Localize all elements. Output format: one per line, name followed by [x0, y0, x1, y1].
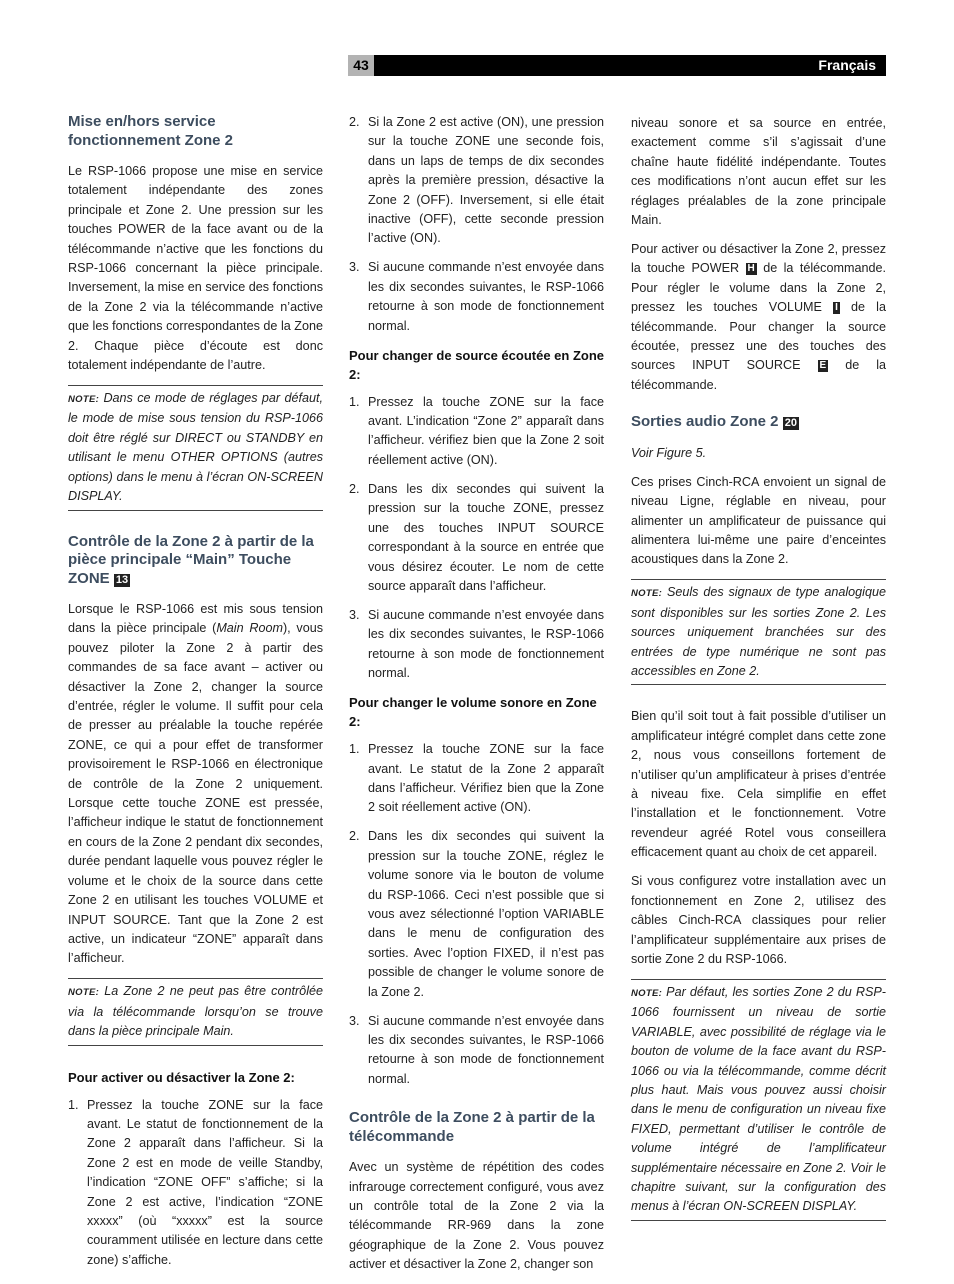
heading-zone2-outputs [631, 413, 886, 432]
heading-zone2-power: Mise en/hors service fonctionnement Zone 2 [68, 113, 233, 149]
paragraph-text-a: Lorsque le RSP-1066 est mis sous tension dans la pièce principale ( [68, 602, 323, 636]
note-label: NOTE: [631, 588, 663, 600]
list-text: Pressez la touche ZONE sur la face avant. Le statut de la Zone 2 apparaît dans l’afficheur. Vérifiez bien que la Zone 2 soit réellement active (ON). [368, 742, 604, 815]
list-text: Pressez la touche ZONE sur la face avant. Le statut de fonctionnement de la Zone 2 apparaît dans l’afficheur. Si la Zone 2 est en mode de veille Standby, l’indication “ZONE OFF” s’affiche; si la Zone 2 est active, l’indication “ZONE xxxxx” (où “xxxxx” est la source couramment utilisée en lecture dans cette zone) s’affiche. [87, 1097, 323, 1267]
list-number: 1. [68, 1097, 79, 1112]
paragraph-text-c: de la télécommande. Pour changer la source écoutée, pressez une des touches des sources INPUT SOURCE [631, 300, 886, 373]
figure-reference: Voir Figure 5. [631, 445, 707, 460]
paragraph-main-room [68, 600, 323, 969]
heading-zone2-remote: Contrôle de la Zone 2 à partir de la télécommande [349, 1109, 595, 1145]
column-right [631, 114, 886, 1243]
note-label: NOTE: [631, 987, 663, 999]
paragraph-outputs: Ces prises Cinch-RCA envoient un signal de niveau Ligne, réglable en niveau, pour alimenter un amplificateur de puissance qui alimentera lui-même une paire d’enceintes acoustiques dans la Zone 2. [631, 474, 886, 567]
list-item [349, 740, 604, 818]
source-key-badge: E [819, 360, 827, 372]
list-number: 2. [349, 829, 360, 844]
note-text: La Zone 2 ne peut pas être contrôlée via la télécommande lorsqu’on se trouve dans la pièce principale Main. [68, 984, 323, 1039]
list-number: 3. [349, 1013, 360, 1028]
note-remote-main [68, 978, 323, 1045]
list-text: Si la Zone 2 est active (ON), une pression sur la touche ZONE une seconde fois, dans un laps de temps de dix secondes après la première pression, désactive la Zone 2 (OFF). Inversement, si elle était inactive (OFF), cette seconde pression l’active (ON). [368, 115, 604, 246]
language-label: Français [818, 57, 876, 73]
note-text: Par défaut, les sorties Zone 2 du RSP-1066 fournissent un niveau de sortie VARIABLE, avec possibilité de réglage via le bouton de volume de la face avant du RSP-1066 ou via la télécommande, comme décrit plus haut. Mais vous pouvez aussi choisir dans le menu de configuration un niveau fixe FIXED, permettant d’utiliser le contrôle de volume intégré de l’amplificateur supplémentaire nécessaire en Zone 2. Voir le chapitre suivant, sur la configuration des menus à l’écran ON-SCREEN DISPLAY. [631, 984, 886, 1214]
volume-key-badge: I [835, 302, 838, 314]
power-key-badge: H [747, 263, 755, 275]
list-text: Si aucune commande n’est envoyée dans les dix secondes suivantes, le RSP-1066 retourne à son mode de fonctionnement normal. [368, 260, 604, 333]
column-middle [349, 113, 604, 1284]
column-left [68, 113, 323, 1280]
list-item [349, 480, 604, 596]
list-text: Dans les dix secondes qui suivent la pression sur la touche ZONE, réglez le volume sonore via le bouton de volume du RSP-1066. Ceci n’est possible que si vous avez sélectionné l’option VARIABLE dans le menu de configuration des sorties. Avec l’option FIXED, il n’est pas possible de changer le volume sonore de la Zone 2. [368, 829, 604, 999]
list-item [349, 113, 604, 249]
outputs-badge: 20 [784, 417, 797, 430]
heading-zone2-main-room [68, 533, 323, 589]
paragraph-text-d: de la télécommande. [631, 358, 887, 392]
list-text: Si aucune commande n’est envoyée dans les dix secondes suivantes, le RSP-1066 retourne à son mode de fonctionnement normal. [368, 607, 604, 681]
list-item [68, 1096, 323, 1271]
list-item [349, 258, 604, 336]
subheading-change-volume: Pour changer le volume sonore en Zone 2: [349, 695, 597, 730]
subheading-activate-zone2: Pour activer ou désactiver la Zone 2: [68, 1069, 295, 1085]
list-item [349, 606, 604, 684]
note-power-default [68, 385, 323, 510]
paragraph-remote-keys [631, 240, 886, 395]
list-number: 1. [349, 394, 360, 409]
list-number: 1. [349, 742, 360, 757]
page-number: 43 [348, 55, 374, 76]
note-analog-only [631, 579, 886, 685]
note-label: NOTE: [68, 987, 100, 999]
paragraph-text-b: de la télécommande. Pour régler le volume dans la Zone 2, pressez les touches VOLUME [631, 261, 886, 315]
paragraph-italic: Main Room [216, 621, 283, 636]
list-activate-steps [68, 1096, 323, 1271]
paragraph-remote-intro: Avec un système de répétition des codes infrarouge correctement configuré, vous avez un contrôle total de la Zone 2 via la télécommande RR-969 dans la zone géographique de la Zone 2. Vous pouvez activer et désactiver la Zone 2, changer son [349, 1160, 604, 1272]
list-item [349, 393, 604, 471]
list-activate-steps-cont [349, 113, 604, 336]
paragraph-remote-cont: niveau sonore et sa source en entrée, exactement comme s’il s’agissait d’une chaîne haute fidélité indépendante. Toutes ces modifications n’ont aucun effet sur les réglages préalables de la zone principale Main. [631, 116, 886, 228]
note-variable-output [631, 979, 886, 1221]
heading-text: Contrôle de la Zone 2 à partir de la pièce principale “Main” Touche ZONE [68, 532, 314, 587]
list-item [349, 827, 604, 1002]
list-source-steps [349, 393, 604, 684]
list-number: 2. [349, 115, 360, 129]
paragraph-power-intro: Le RSP-1066 propose une mise en service totalement indépendante des zones principale et Zone 2. Une pression sur les touches POWER de la face avant ou de la télécommande n’active que les fonctions du RSP-1066 concernant la pièce principale. Inversement, la mise en service des fonctions de la Zone 2 via la télécommande n’active que les fonctions correspondantes de la Zone 2. Chaque pièce d’écoute est donc totalement indépendante de l’autre. [68, 164, 323, 373]
zone-key-badge: 13 [115, 573, 129, 586]
note-label: NOTE: [68, 394, 100, 406]
paragraph-text-b: ), vous pouvez piloter la Zone 2 à partir des commandes de sa face avant – activer ou désactiver la Zone 2, changer la source d’entrée, régler le volume. Il suffit pour cela de presser au préalable la touche repérée ZONE, ce qui a pour effet de transformer provisoirement le RSP-1066 en électronique de contrôle de la Zone 2 uniquement. Lorsque cette touche ZONE est pressée, l’afficheur indique le statut de fonctionnement en cours de la Zone 2 pendant dix secondes, durée pendant laquelle vous pouvez régler le volume et le choix de la source dans cette Zone 2 en utilisant les touches VOLUME et INPUT SOURCE. Tant que la Zone 2 est active, un indicateur “ZONE” apparaît dans l’afficheur. [68, 621, 323, 966]
heading-text: Sorties audio Zone 2 [631, 413, 783, 431]
list-text: Si aucune commande n’est envoyée dans les dix secondes suivantes, le RSP-1066 retourne à son mode de fonctionnement normal. [368, 1013, 604, 1086]
list-number: 3. [349, 607, 360, 622]
list-text: Pressez la touche ZONE sur la face avant. L’indication “Zone 2” apparaît dans l’afficheur. vérifiez bien que la Zone 2 soit réellement active (ON). [368, 394, 604, 467]
subheading-change-source: Pour changer de source écoutée en Zone 2: [349, 347, 605, 382]
note-text: Seuls des signaux de type analogique sont disponibles sur les sorties Zone 2. Les sources uniquement branchées sur des entrées de type numérique ne sont pas accessibles en Zone 2. [631, 585, 886, 679]
paragraph-amplifier-advice: Bien qu’il soit tout à fait possible d’utiliser un amplificateur intégré complet dans cette zone 2, nous vous conseillons fortement de n’utiliser qu’un amplificateur à prises d’entrée à niveau fixe. Cela simplifie en effet l’installation et le fonctionnement. Votre revendeur agréé Rotel vous conseillera efficacement quant au choix de cet appareil. [631, 709, 886, 860]
list-number: 3. [349, 260, 360, 275]
paragraph-text-a: Pour activer ou désactiver la Zone 2, pressez la touche POWER [631, 242, 886, 276]
list-text: Dans les dix secondes qui suivent la pression sur la touche ZONE, pressez une des touches INPUT SOURCE correspondant à la source en entrée que vous désirez écouter. Le nom de cette source apparaît dans l’afficheur. [368, 481, 604, 593]
paragraph-cabling: Si vous configurez votre installation avec un fonctionnement en Zone 2, utilisez des câbles Cinch-RCA classiques pour relier l’amplificateur supplémentaire aux prises de sortie Zone 2 du RSP-1066. [631, 874, 886, 966]
list-volume-steps [349, 740, 604, 1089]
list-item [349, 1012, 604, 1090]
note-text: Dans ce mode de réglages par défaut, le mode de mise sous tension du RSP-1066 doit être réglé sur DIRECT ou STANDBY en utilisant le menu OTHER OPTIONS (autres options) dans le menu à l’écran ON-SCREEN DISPLAY. [68, 391, 323, 504]
list-number: 2. [349, 481, 360, 496]
page-header-bar [348, 55, 886, 76]
